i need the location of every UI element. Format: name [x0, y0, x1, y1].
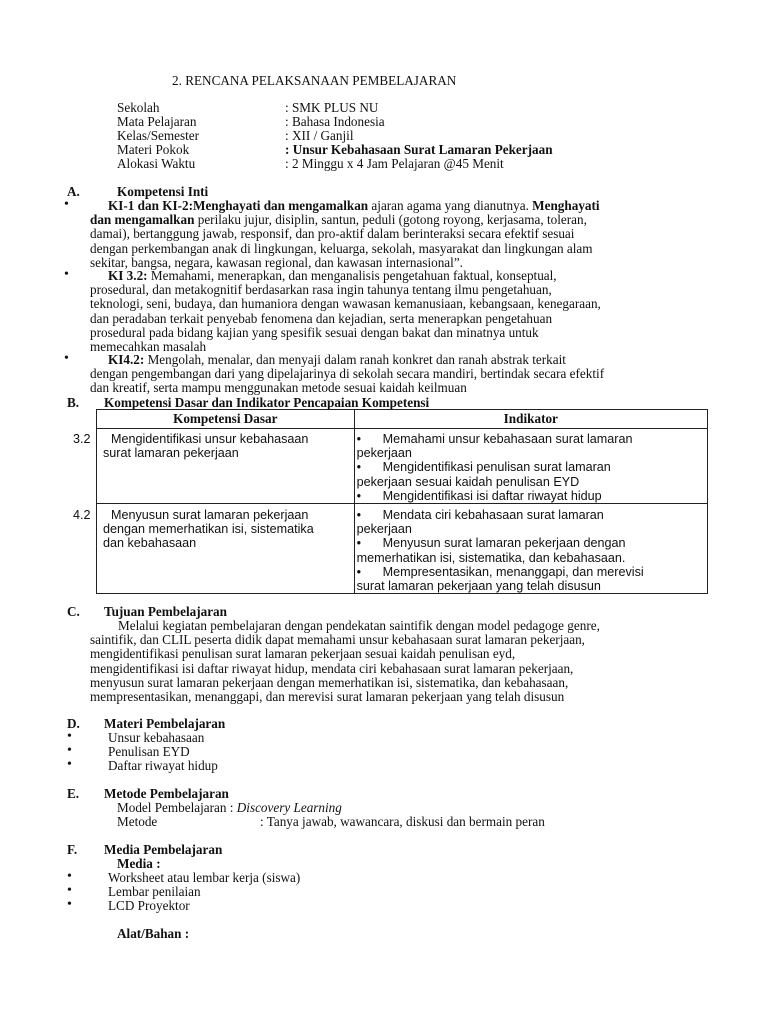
table-header: Kompetensi Dasar — [97, 410, 355, 429]
list-item: Penulisan EYD — [108, 744, 190, 759]
kd-text: Menyusun surat lamaran pekerjaan — [111, 508, 309, 523]
bullet-icon: • — [64, 351, 69, 366]
section-letter: E. — [67, 786, 80, 801]
kd-cell — [73, 429, 355, 504]
bullet-icon: • — [67, 883, 72, 898]
kd-text: dengan memerhatikan isi, sistematika — [103, 522, 314, 537]
table-header: Indikator — [354, 410, 707, 429]
identity-value: : Unsur Kebahasaan Surat Lamaran Pekerjaan — [285, 142, 553, 157]
identity-label: Sekolah — [117, 100, 160, 115]
section-letter: D. — [67, 716, 80, 731]
identity-label: Kelas/Semester — [117, 128, 200, 143]
section-heading: Kompetensi Dasar dan Indikator Pencapaian Kompetensi — [104, 395, 430, 410]
kd-text: surat lamaran pekerjaan — [103, 446, 239, 461]
model-line: Model Pembelajaran : Discovery Learning — [117, 800, 342, 815]
list-item: • Mempresentasikan, menanggapi, dan merevisi surat lamaran pekerjaan yang telah disusun — [356, 564, 644, 594]
table-row — [97, 504, 708, 594]
section-letter: C. — [67, 604, 80, 619]
list-item: • Mendata ciri kebahasaan surat lamaran pekerjaan — [356, 508, 604, 537]
identity-label: Alokasi Waktu — [117, 156, 196, 171]
kd-cell — [73, 504, 355, 594]
list-item: LCD Proyektor — [108, 898, 190, 913]
identity-value: : XII / Ganjil — [285, 128, 354, 143]
metode-value: : Tanya jawab, wawancara, diskusi dan bermain peran — [260, 814, 545, 829]
list-item: • Mengidentifikasi penulisan surat lamaran pekerjaan sesuai kaidah penulisan EYD — [356, 460, 611, 489]
bullet-icon: • — [67, 869, 72, 884]
list-item: • Mengidentifikasi isi daftar riwayat hidup — [356, 488, 602, 503]
ki-4-paragraph: KI4.2: Mengolah, menalar, dan menyaji dalam ranah konkret dan ranah abstrak terkait dengan pengembangan dari yang dipelajarinya di sekolah secara mandiri, bertindak secara efektif dan kreatif, serta mampu menggunakan metode sesuai kaidah keilmuan — [90, 352, 605, 396]
section-letter: B. — [67, 395, 80, 410]
kd-number: 3.2 — [73, 432, 91, 446]
ki-3-paragraph: KI 3.2: Memahami, menerapkan, dan menganalisis pengetahuan faktual, konseptual, prosedural, dan metakognitif berdasarkan rasa ingin tahunya tentang ilmu pengetahuan, teknologi, seni, budaya, dan humaniora dengan wawasan kemanusiaan, kebangsaan, kenegaraan, dan peradaban terkait penyebab fenomena dan kejadian, serta menerapkan pengetahuan prosedural pada bidang kajian yang spesifik sesuai dengan bakat dan minatnya untuk memecahkan masalah — [90, 268, 601, 355]
section-letter: A. — [67, 184, 80, 199]
section-heading: Materi Pembelajaran — [104, 716, 226, 731]
list-item: Daftar riwayat hidup — [108, 758, 218, 773]
kompetensi-table — [73, 409, 708, 594]
indikator-cell — [354, 504, 707, 594]
list-item: • Memahami unsur kebahasaan surat lamaran pekerjaan — [356, 432, 633, 461]
identity-label: Materi Pokok — [117, 142, 190, 157]
kd-text: Mengidentifikasi unsur kebahasaan — [111, 432, 309, 446]
metode-label: Metode — [117, 814, 158, 829]
identity-value: : SMK PLUS NU — [285, 100, 379, 115]
ki-1-paragraph: KI-1 dan KI-2:Menghayati dan mengamalkan ajaran agama yang dianutnya. Menghayati dan mengamalkan perilaku jujur, disiplin, santun, peduli (gotong royong, kerjasama, toleran, damai), bertanggung jawab, responsif, dan pro-aktif dalam berinteraksi secara efektif sesuai dengan perkembangan anak di lingkungan, keluarga, sekolah, masyarakat dan lingkungan alam sekitar, bangsa, negara, kawasan regional, dan kawasan internasional”. — [90, 198, 600, 270]
media-label: Media : — [117, 856, 161, 871]
section-heading: Tujuan Pembelajaran — [104, 604, 227, 619]
section-letter: F. — [67, 842, 78, 857]
bullet-icon: • — [64, 197, 69, 212]
list-item: • Menyusun surat lamaran pekerjaan dengan memerhatikan isi, sistematika, dan kebahasaan. — [356, 536, 626, 565]
identity-value: : Bahasa Indonesia — [285, 114, 385, 129]
bullet-icon: • — [67, 757, 72, 772]
bullet-icon: • — [67, 897, 72, 912]
page-title: 2. RENCANA PELAKSANAAN PEMBELAJARAN — [172, 73, 457, 88]
list-item: Lembar penilaian — [108, 884, 201, 899]
section-heading: Media Pembelajaran — [104, 842, 223, 857]
section-heading: Metode Pembelajaran — [104, 786, 229, 801]
table-header-row — [97, 410, 708, 429]
bullet-icon: • — [64, 267, 69, 282]
list-item: Unsur kebahasaan — [108, 730, 205, 745]
indikator-cell — [354, 429, 707, 504]
kd-number: 4.2 — [73, 508, 91, 523]
identity-value: : 2 Minggu x 4 Jam Pelajaran @45 Menit — [285, 156, 504, 171]
table-row — [97, 429, 708, 504]
bullet-icon: • — [67, 743, 72, 758]
bullet-icon: • — [67, 729, 72, 744]
identity-label: Mata Pelajaran — [117, 114, 197, 129]
list-item: Worksheet atau lembar kerja (siswa) — [108, 870, 301, 885]
kd-text: dan kebahasaan — [103, 536, 197, 551]
tujuan-paragraph: Melalui kegiatan pembelajaran dengan pendekatan saintifik dengan model pedagoge genre, saintifik, dan CLIL peserta didik dapat memahami unsur kebahasaan surat lamaran pekerjaan, mengidentifikasi penulisan surat lamaran pekerjaan sesuai kaidah penulisan eyd, mengidentifikasi isi daftar riwayat hidup, mendata ciri kebahasaan surat lamaran pekerjaan, menyusun surat lamaran pekerjaan dengan memerhatikan isi, sistematika, dan kebahasaan, mempresentasikan, menanggapi, dan merevisi surat lamaran pekerjaan yang telah disusun — [90, 618, 600, 705]
alat-label: Alat/Bahan : — [117, 926, 190, 941]
section-heading: Kompetensi Inti — [117, 184, 209, 199]
